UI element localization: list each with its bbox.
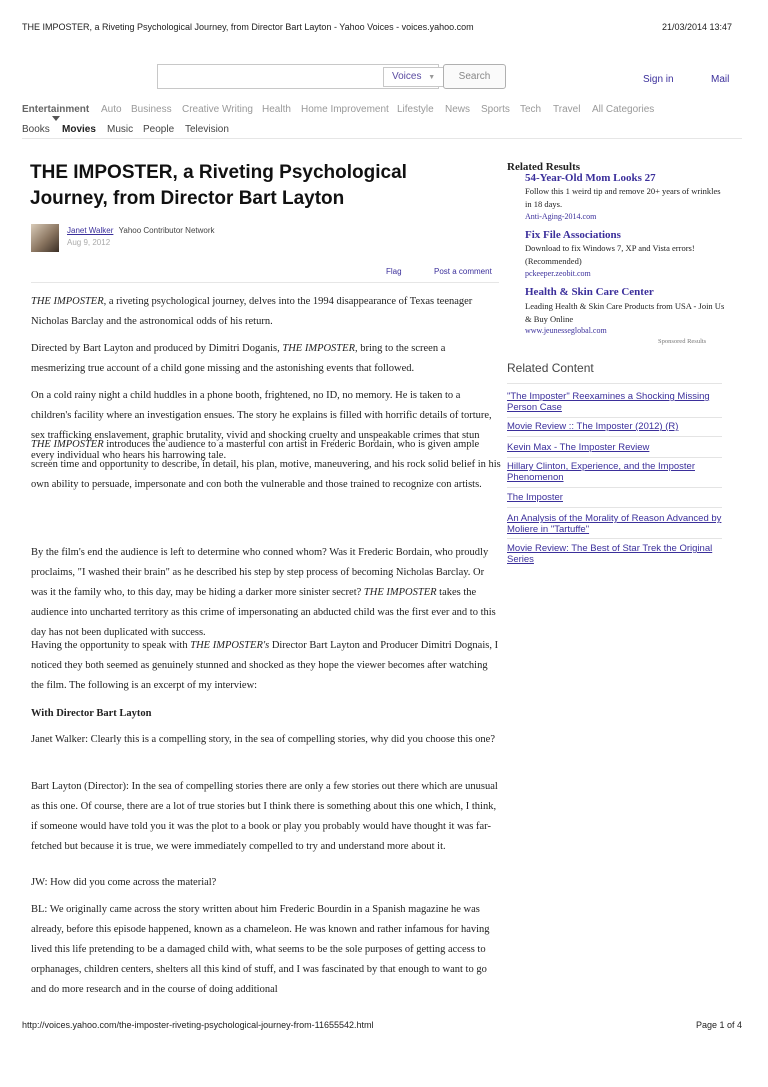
related-link[interactable]: Movie Review :: The Imposter (2012) (R) bbox=[507, 421, 679, 432]
film-title: THE IMPOSTER bbox=[31, 439, 104, 450]
print-header-datetime: 21/03/2014 13:47 bbox=[662, 22, 733, 32]
nav-creative-writing[interactable]: Creative Writing bbox=[182, 104, 253, 115]
related-content-heading: Related Content bbox=[507, 361, 594, 375]
ad-text: Download to fix Windows 7, XP and Vista errors! (Recommended) bbox=[525, 243, 695, 266]
paragraph: BL: We originally came across the story written about him Frederic Bourdin in a Spanish magazine he was already, before this episode happened, known as a chameleon. He was known and rather infamous for having lived this life pretending to be a damaged child with, what seems to be the sole purposes of getting access to orphanages, children centers, shelters all this kind of stuff, and I was fascinated by that enough to want to go and do more research and in the course of doing additional bbox=[31, 904, 490, 995]
author-avatar[interactable] bbox=[31, 224, 59, 252]
print-header-title: THE IMPOSTER, a Riveting Psychological Journey, from Director Bart Layton - Yahoo Voices - voices.yahoo.com bbox=[22, 22, 474, 32]
chevron-down-icon: ▼ bbox=[428, 74, 436, 81]
film-title: THE IMPOSTER's bbox=[190, 640, 270, 651]
author-link[interactable]: Janet Walker bbox=[67, 226, 114, 235]
list-divider bbox=[507, 507, 722, 508]
subnav-music[interactable]: Music bbox=[107, 124, 134, 135]
sponsored-label: Sponsored Results bbox=[658, 338, 707, 345]
ad-title[interactable]: 54-Year-Old Mom Looks 27 bbox=[525, 172, 656, 184]
paragraph-text: Director Bart Layton and Producer Dimitri Dognais, I noticed they both seemed as genuinely stunned and shocked as they hope the viewer becomes after watching the film. The following is an excerpt of my interview: bbox=[31, 640, 499, 691]
nav-entertainment[interactable]: Entertainment bbox=[22, 104, 90, 115]
paragraph: Bart Layton (Director): In the sea of compelling stories there are only a few stories out there which are unusual as this one. Of course, there are a lot of true stories but I think there is something about this one which, I think, if someone would have told you it was the plot to a book or play you probably would have thought it was far-fetched but because it is true, we were immediately compelled to try and understand more about it. bbox=[31, 781, 498, 852]
list-divider bbox=[507, 383, 722, 384]
list-divider bbox=[507, 417, 722, 418]
paragraph: On a cold rainy night a child huddles in a phone booth, frightened, no ID, no memory. He is taken to a children's facility where an investigation ensues. The story he explains is filled with horrific details of torture, sex trafficking enslavement, graphic brutality, vivid and shocking cruelty and unspeakable crimes that stun every individual who hears his harrowing tale. bbox=[31, 390, 492, 461]
print-footer-url: http://voices.yahoo.com/the-imposter-riveting-psychological-journey-from-11655542.html bbox=[22, 1020, 374, 1030]
nav-all-categories[interactable]: All Categories bbox=[592, 104, 655, 115]
paragraph bbox=[31, 435, 501, 495]
paragraph bbox=[31, 543, 501, 643]
related-link[interactable]: Movie Review: The Best of Star Trek the Original Series bbox=[507, 543, 713, 565]
related-link[interactable]: An Analysis of the Morality of Reason Advanced by Moliere in "Tartuffe" bbox=[507, 513, 722, 535]
ad-url[interactable]: pckeeper.zeobit.com bbox=[525, 269, 591, 278]
ad-url[interactable]: www.jeunesseglobal.com bbox=[525, 326, 607, 335]
paragraph-text: Having the opportunity to speak with bbox=[31, 640, 191, 651]
print-footer-page: Page 1 of 4 bbox=[696, 1020, 743, 1030]
scope-select-label: Voices bbox=[392, 71, 422, 82]
ad-title[interactable]: Fix File Associations bbox=[525, 229, 621, 241]
paragraph: Janet Walker: Clearly this is a compelling story, in the sea of compelling stories, why did you choose this one? bbox=[31, 734, 495, 745]
ad-title[interactable]: Health & Skin Care Center bbox=[525, 286, 654, 298]
paragraph-text: introduces the audience to a masterful con artist in Frederic Bordain, who is given ample screen time and opportunity to describe, in detail, his plan, motive, maneuvering, and his rock solid belief in his own ability to persuade, impersonate and con both the vulnerable and those trained to recognize con artists. bbox=[31, 439, 501, 490]
paragraph-text: , bring to the screen a mesmerizing true account of a child gone missing and the astonishing events that followed. bbox=[31, 343, 446, 374]
nav-tech[interactable]: Tech bbox=[520, 104, 542, 115]
paragraph-text: takes the audience into uncharted territory as this crime of impersonating an abducted child was the first ever and to this day has not been duplicated with success. bbox=[31, 587, 496, 638]
nav-sports[interactable]: Sports bbox=[481, 104, 510, 115]
subnav-movies[interactable]: Movies bbox=[62, 124, 96, 135]
paragraph bbox=[31, 339, 501, 379]
nav-travel[interactable]: Travel bbox=[553, 104, 581, 115]
nav-divider bbox=[22, 138, 742, 139]
subnav-books[interactable]: Books bbox=[22, 124, 50, 135]
film-title: THE IMPOSTER bbox=[31, 296, 104, 307]
title-line-2: Journey, from Director Bart Layton bbox=[30, 188, 345, 209]
interview-heading: With Director Bart Layton bbox=[31, 708, 152, 719]
list-divider bbox=[507, 436, 722, 437]
nav-health[interactable]: Health bbox=[262, 104, 291, 115]
related-link[interactable]: "The Imposter" Reexamines a Shocking Missing Person Case bbox=[507, 391, 710, 413]
nav-news[interactable]: News bbox=[445, 104, 471, 115]
film-title: THE IMPOSTER bbox=[363, 587, 437, 598]
nav-business[interactable]: Business bbox=[131, 104, 172, 115]
scope-select[interactable] bbox=[383, 67, 444, 87]
paragraph bbox=[31, 292, 501, 332]
mail-link[interactable]: Mail bbox=[711, 74, 730, 85]
paragraph bbox=[31, 636, 501, 696]
flag-link[interactable]: Flag bbox=[386, 267, 402, 276]
film-title: THE IMPOSTER bbox=[282, 343, 355, 354]
sign-in-link[interactable]: Sign in bbox=[643, 74, 674, 85]
article-title bbox=[30, 160, 470, 212]
list-divider bbox=[507, 457, 722, 458]
article-date: Aug 9, 2012 bbox=[67, 238, 111, 247]
list-divider bbox=[507, 538, 722, 539]
ad-url[interactable]: Anti-Aging-2014.com bbox=[525, 212, 597, 221]
related-link[interactable]: Hillary Clinton, Experience, and the Imposter Phenomenon bbox=[507, 461, 695, 483]
post-comment-link[interactable]: Post a comment bbox=[434, 267, 492, 276]
network-label: Yahoo Contributor Network bbox=[118, 226, 215, 235]
related-results-heading: Related Results bbox=[507, 161, 581, 173]
article-divider bbox=[31, 282, 499, 283]
paragraph-text: Directed by Bart Layton and produced by Dimitri Doganis, bbox=[31, 343, 283, 354]
ad-text: Leading Health & Skin Care Products from USA - Join Us & Buy Online bbox=[525, 301, 725, 324]
nav-auto[interactable]: Auto bbox=[101, 104, 122, 115]
title-line-1: THE IMPOSTER, a Riveting Psychological bbox=[30, 162, 407, 183]
paragraph-text: By the film's end the audience is left to determine who conned whom? Was it Frederic Bordain, who proudly proclaims, "I washed their brain" as he described his step by step process of becoming Nicholas Barclay. Or was it the family who, to this day, may be hiding a darker more sinister secret? bbox=[31, 547, 489, 598]
nav-home-improvement[interactable]: Home Improvement bbox=[301, 104, 389, 115]
subnav-people[interactable]: People bbox=[143, 124, 175, 135]
nav-lifestyle[interactable]: Lifestyle bbox=[397, 104, 434, 115]
paragraph-text: , a riveting psychological journey, delves into the 1994 disappearance of Texas teenager Nicholas Barclay and the astronomical odds of his return. bbox=[31, 296, 473, 327]
list-divider bbox=[507, 487, 722, 488]
related-link[interactable]: Kevin Max - The Imposter Review bbox=[507, 442, 650, 453]
related-link[interactable]: The Imposter bbox=[507, 492, 563, 503]
ad-text: Follow this 1 weird tip and remove 20+ years of wrinkles in 18 days. bbox=[525, 186, 721, 209]
caret-down-icon bbox=[52, 116, 60, 121]
search-button[interactable]: Search bbox=[443, 64, 506, 89]
subnav-television[interactable]: Television bbox=[185, 124, 229, 135]
paragraph: JW: How did you come across the material? bbox=[31, 877, 217, 888]
byline bbox=[67, 226, 215, 235]
